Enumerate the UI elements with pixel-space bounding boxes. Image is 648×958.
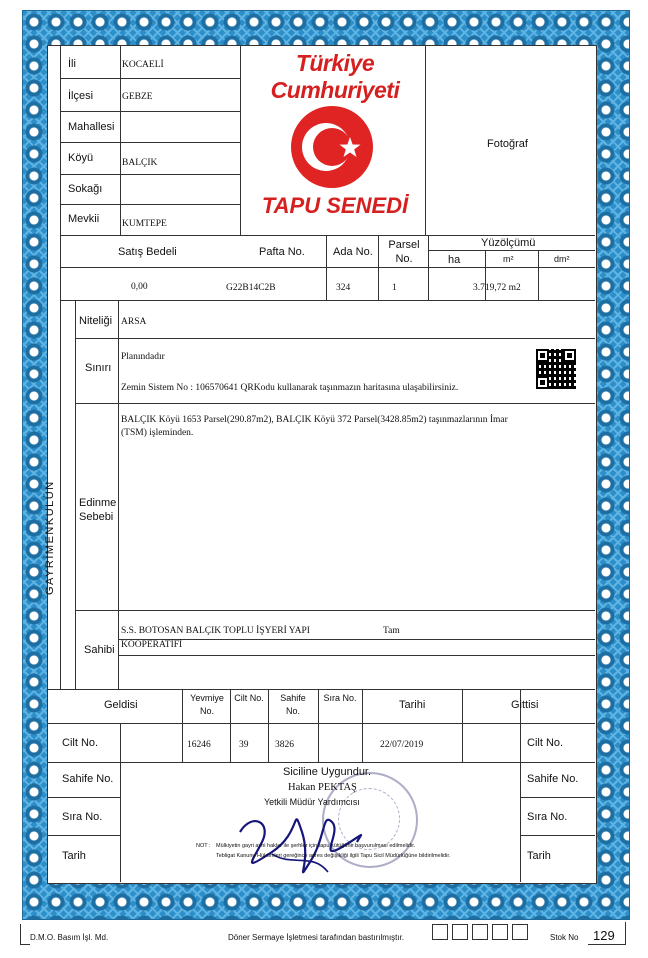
document-subtitle: TAPU SENEDİ bbox=[261, 193, 409, 218]
sahibi-line1: S.S. BOTOSAN BALÇIK TOPLU İŞYERİ YAPI bbox=[121, 626, 310, 636]
m2-header: m² bbox=[503, 254, 514, 264]
sokak-label: Sokağı bbox=[68, 183, 103, 195]
ilce-label: İlçesi bbox=[68, 90, 94, 102]
mevki-label: Mevkii bbox=[68, 213, 100, 225]
tarihi-header: Tarihi bbox=[399, 699, 426, 711]
yevmiye-header: Yevmiye No. bbox=[190, 693, 224, 716]
left-tarih-label: Tarih bbox=[62, 850, 86, 862]
niteligi-value: ARSA bbox=[121, 317, 147, 327]
footer-center: Döner Sermaye İşletmesi tarafından bastırılmıştır. bbox=[228, 933, 405, 942]
footer-printer: D.M.O. Basım İşl. Md. bbox=[30, 933, 109, 942]
document-title: Türkiye Cumhuriyeti bbox=[270, 50, 400, 103]
cilt-value: 39 bbox=[239, 740, 249, 750]
il-label: İli bbox=[68, 58, 76, 70]
dm2-header: dm² bbox=[554, 254, 570, 264]
koy-value: BALÇIK bbox=[122, 158, 158, 168]
siniri-label: Sınırı bbox=[85, 362, 112, 374]
signature bbox=[232, 792, 372, 892]
right-sahife-label: Sahife No. bbox=[527, 773, 579, 785]
koy-label: Köyü bbox=[68, 152, 94, 164]
crescent-star-emblem bbox=[290, 105, 374, 189]
pay-value: Tam bbox=[383, 626, 400, 636]
right-sira-label: Sıra No. bbox=[527, 811, 568, 823]
satis-bedeli-header: Satış Bedeli bbox=[118, 246, 177, 258]
left-sira-label: Sıra No. bbox=[62, 811, 103, 823]
il-value: KOCAELİ bbox=[122, 60, 164, 70]
stok-label: Stok No bbox=[550, 933, 579, 942]
pafta-value: G22B14C2B bbox=[226, 283, 276, 293]
tarihi-value: 22/07/2019 bbox=[380, 740, 424, 750]
siniri-line2: Zemin Sistem No : 106570641 QRKodu kullanarak taşınmazın haritasına ulaşabilirsiniz. bbox=[121, 383, 459, 393]
ilce-value: GEBZE bbox=[122, 92, 153, 102]
siniri-line1: Planındadır bbox=[121, 352, 165, 362]
cert-line3: Yetkili Müdür Yardımcısı bbox=[264, 797, 360, 807]
note-label: NOT : bbox=[196, 843, 211, 849]
cert-line2: Hakan PEKTAŞ bbox=[288, 782, 357, 793]
cert-line1: Siciline Uygundur. bbox=[283, 766, 372, 778]
parsel-value: 1 bbox=[392, 283, 397, 293]
geldisi-header: Geldisi bbox=[104, 699, 138, 711]
stok-number: 129 bbox=[593, 928, 615, 943]
right-cilt-label: Cilt No. bbox=[527, 737, 564, 749]
mahalle-label: Mahallesi bbox=[68, 121, 115, 133]
mevki-value: KUMTEPE bbox=[122, 219, 167, 229]
edinme-label-1: Edinme bbox=[79, 497, 117, 509]
niteligi-label: Niteliği bbox=[79, 315, 113, 327]
yuzolcumu-value: 3.719,72 m2 bbox=[473, 283, 521, 293]
yevmiye-value: 16246 bbox=[187, 740, 211, 750]
pafta-header: Pafta No. bbox=[259, 246, 305, 258]
photo-label: Fotoğraf bbox=[487, 138, 528, 150]
satis-bedeli-value: 0,00 bbox=[131, 282, 148, 292]
sahife-header: Sahife No. bbox=[280, 693, 306, 716]
note-1: Mülkiyetin gayri ayni haklar ile şerhler için tapu kütüğüne başvurulması edilmelidir. bbox=[216, 843, 416, 849]
note-2: Tebligat Kanunu Hükümleri gereğince adres değişikliği ilgili Tapu Sicil Müdürlüğüne bildirilmelidir. bbox=[216, 853, 451, 859]
sahibi-line2: KOOPERATİFİ bbox=[121, 640, 183, 650]
ha-header: ha bbox=[448, 254, 461, 266]
edinme-line1: BALÇIK Köyü 1653 Parsel(290.87m2), BALÇIK Köyü 372 Parsel(3428.85m2) taşınmazlarının İmar bbox=[121, 415, 508, 425]
cilt-header: Cilt No. bbox=[234, 693, 264, 703]
edinme-line2: (TSM) işleminden. bbox=[121, 428, 194, 438]
sira-header: Sıra No. bbox=[323, 693, 357, 703]
qr-code[interactable] bbox=[536, 349, 576, 389]
left-sahife-label: Sahife No. bbox=[62, 773, 114, 785]
parsel-header: Parsel No. bbox=[388, 239, 420, 265]
gayrimenkul-side-label: GAYRİMENKULÜN bbox=[44, 480, 56, 595]
yuzolcumu-header: Yüzölçümü bbox=[481, 237, 536, 249]
ada-header: Ada No. bbox=[333, 246, 373, 258]
edinme-label-2: Sebebi bbox=[79, 511, 114, 523]
sahife-value: 3826 bbox=[275, 740, 294, 750]
right-tarih-label: Tarih bbox=[527, 850, 551, 862]
sahibi-label: Sahibi bbox=[84, 644, 115, 656]
gittisi-header: Gittisi bbox=[511, 699, 539, 711]
left-cilt-label: Cilt No. bbox=[62, 737, 99, 749]
ada-value: 324 bbox=[336, 283, 351, 293]
